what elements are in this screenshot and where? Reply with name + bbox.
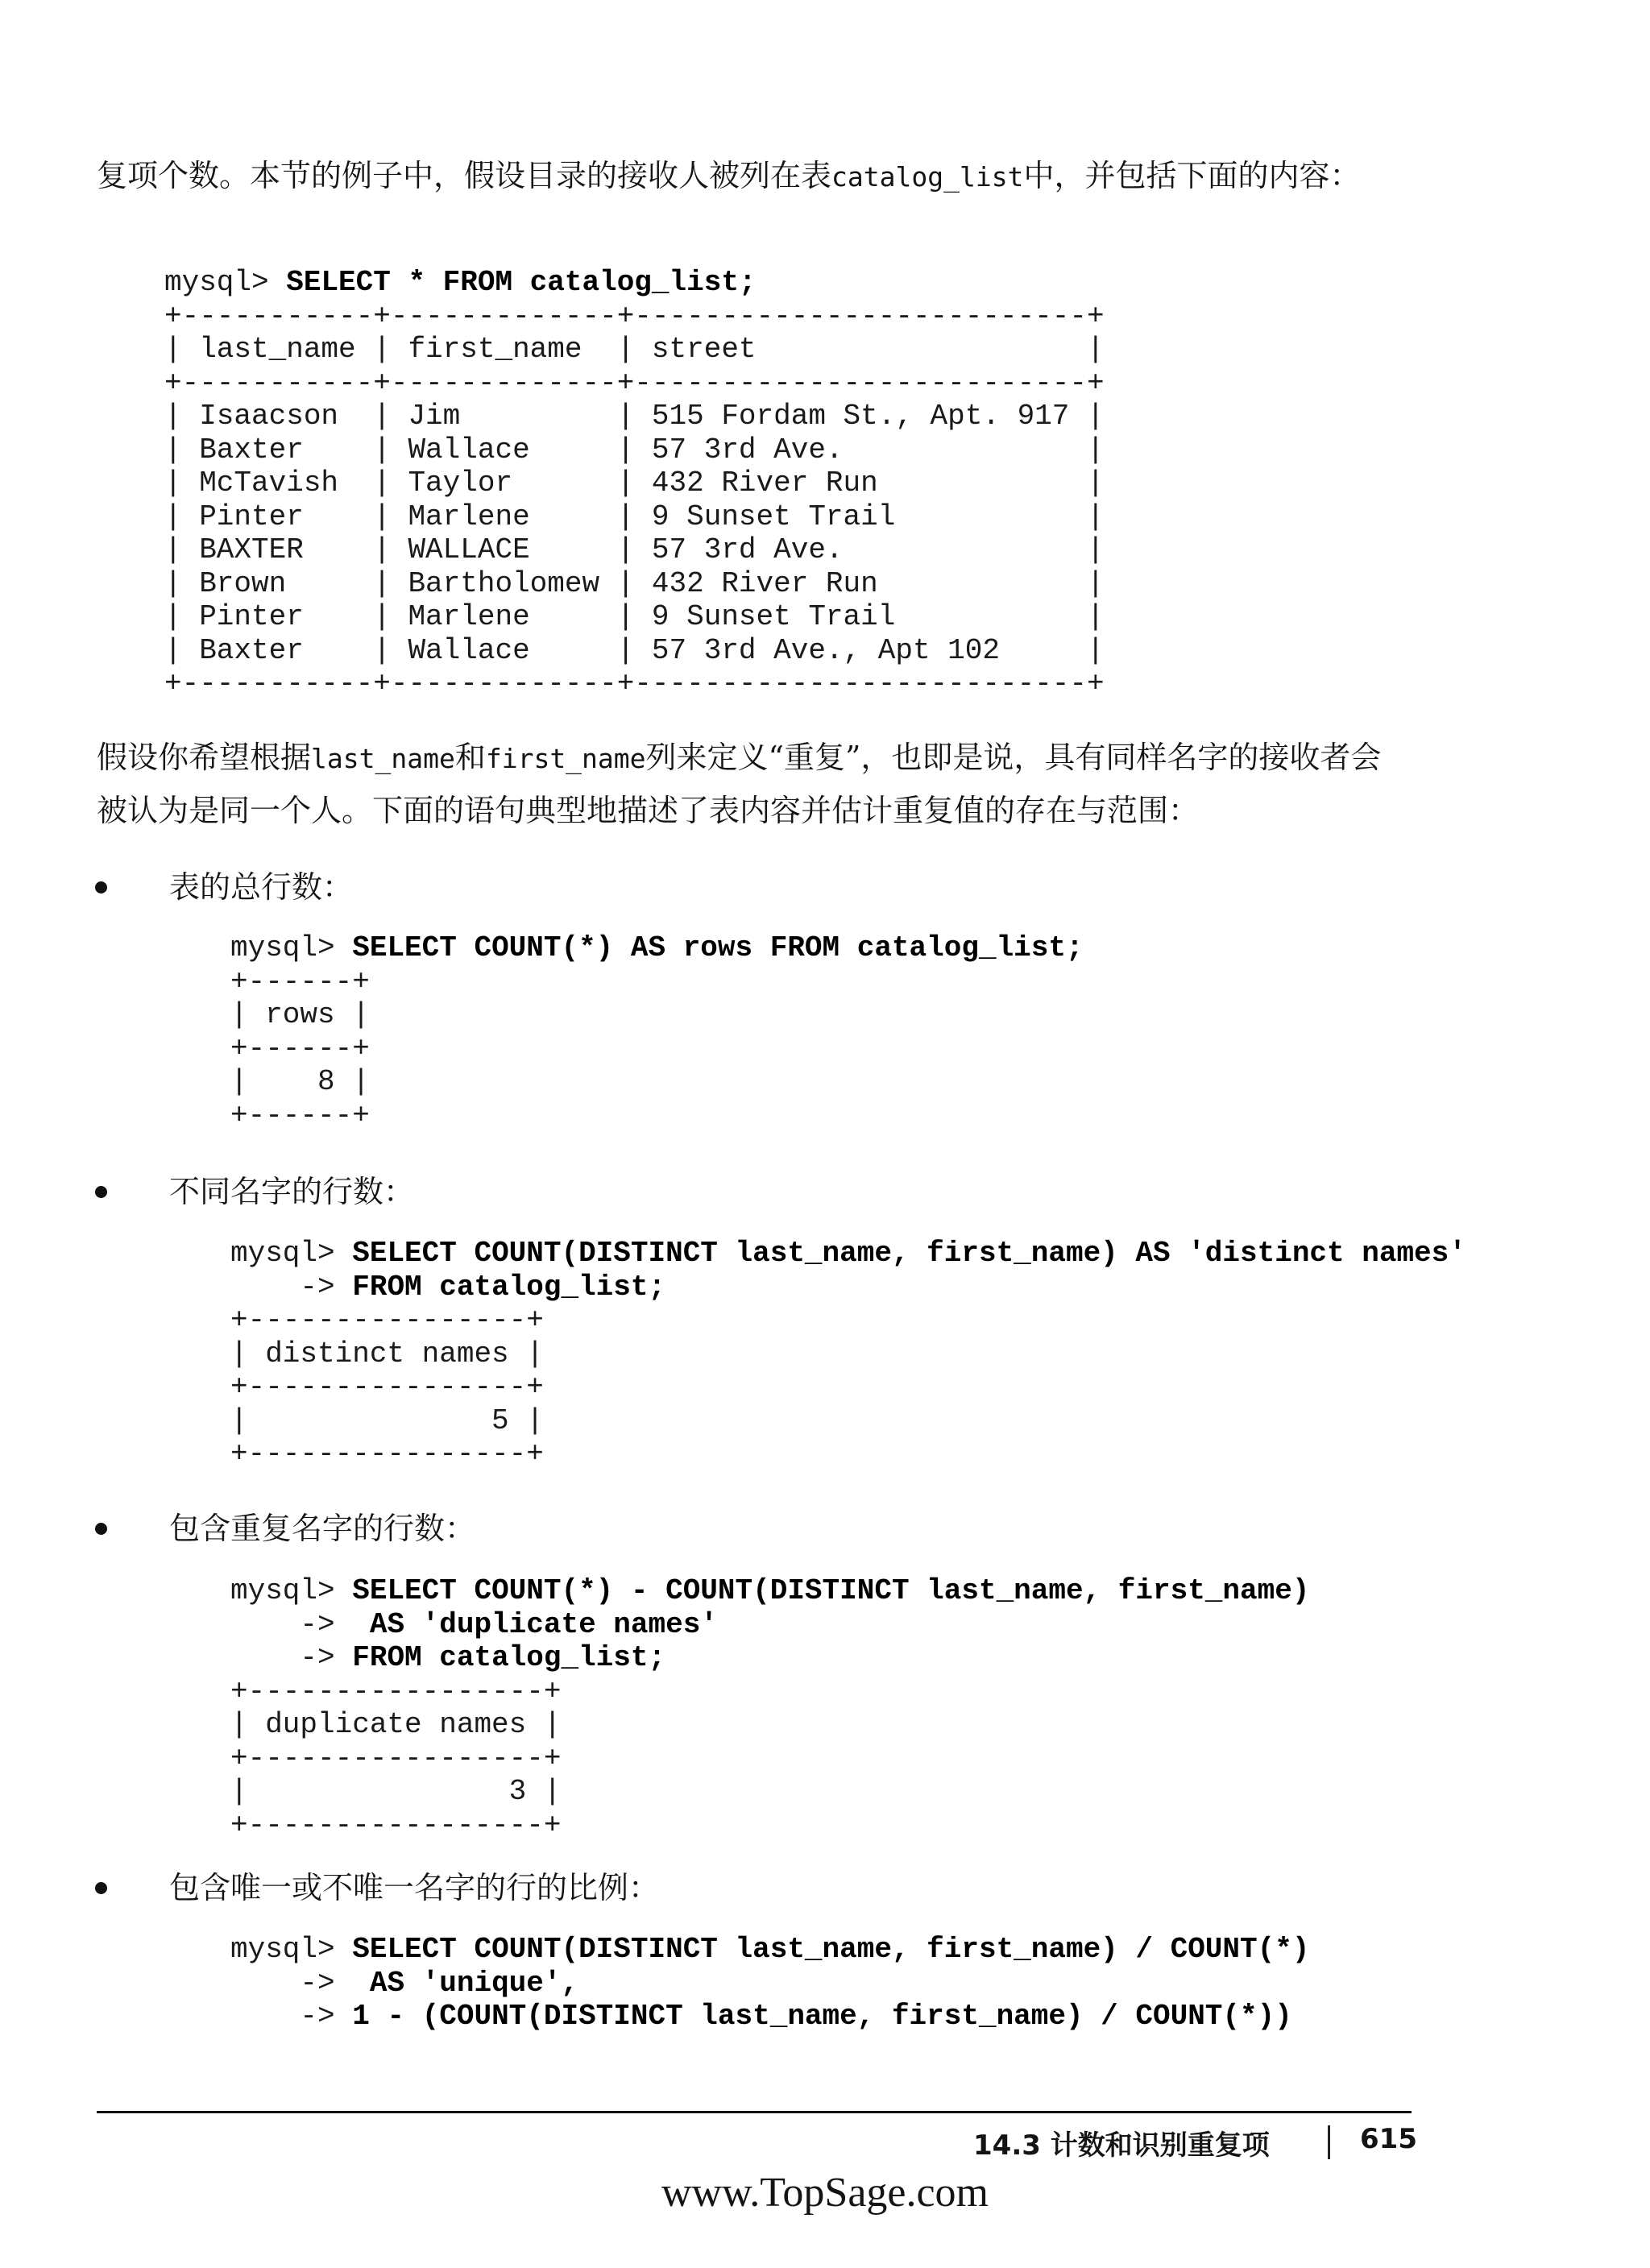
bullet-dot-icon — [95, 1882, 107, 1894]
para2-text-1: 假设你希望根据 — [97, 740, 312, 775]
bullet-label: 表的总行数： — [169, 869, 354, 905]
para2-code-first-name: first_name — [485, 743, 646, 774]
watermark-site: www.TopSage.com — [661, 2170, 989, 2216]
bullet-label: 包含重复名字的行数： — [169, 1511, 476, 1546]
footer-separator — [1328, 2125, 1330, 2159]
bullet-dot-icon — [95, 881, 107, 894]
distinct-names-query-output: mysql> SELECT COUNT(DISTINCT last_name, first_name) AS 'distinct names' -> FROM catalog_list; +----------------+ | distinct names | +----------------+ | 5 | +----------------+ — [230, 1237, 1466, 1470]
total-rows-query-output: mysql> SELECT COUNT(*) AS rows FROM catalog_list; +------+ | rows | +------+ | 8 | +------+ — [230, 931, 1084, 1132]
duplicate-names-query-output: mysql> SELECT COUNT(*) - COUNT(DISTINCT last_name, first_name) -> AS 'duplicate names' -> FROM catalog_list; +-----------------+ | duplicate names | +-----------------+ | 3 | +-----------------+ — [230, 1574, 1310, 1842]
footer-rule — [97, 2111, 1412, 2113]
bullet-dot-icon — [95, 1523, 107, 1535]
page-number: 615 — [1360, 2123, 1417, 2155]
intro-paragraph — [97, 150, 1402, 203]
bullet-label: 包含唯一或不唯一名字的行的比例： — [169, 1870, 660, 1905]
intro-code-table: catalog_list — [831, 161, 1024, 193]
para2-code-last-name: last_name — [311, 743, 455, 774]
footer-section-title: 14.3 计数和识别重复项 — [973, 2129, 1270, 2162]
bullet-dot-icon — [95, 1186, 107, 1198]
intro-text-2: 中，并包括下面的内容： — [1023, 158, 1361, 193]
catalog-list-query-output: mysql> SELECT * FROM catalog_list; +-----------+-------------+--------------------------+ | last_name | first_name | street | +-----------+-------------+--------------------------+ | Isaacson | Jim | 515 Fordam St., Apt. 917 | | Baxter | Wallace | 57 3rd Ave. | | McTavish | Taylor | 432 River Run | | Pinter | Marlene | 9 Sunset Trail | | BAXTER | WALLACE | 57 3rd Ave. | | Brown | Bartholomew | 432 River Run | | Pinter | Marlene | 9 Sunset Trail | | Baxter | Wallace | 57 3rd Ave., Apt 102 | +-----------+-------------+--------------------------+ — [164, 266, 1105, 700]
unique-ratio-query: mysql> SELECT COUNT(DISTINCT last_name, first_name) / COUNT(*) -> AS 'unique', -> 1 - (COUNT(DISTINCT last_name, first_name) / COUNT(*)) — [230, 1933, 1310, 2033]
intro-text-1: 复项个数。本节的例子中，假设目录的接收人被列在表 — [97, 158, 832, 193]
bullet-label: 不同名字的行数： — [169, 1174, 415, 1209]
para2-text-3: 列来定义“重复”，也即是说，具有同样名字的接收者会被认为是同一个人。下面的语句典型地描述了表内容并估计重复值的存在与范围： — [97, 740, 1382, 828]
definition-paragraph — [97, 732, 1402, 836]
para2-text-2: 和 — [454, 740, 486, 775]
